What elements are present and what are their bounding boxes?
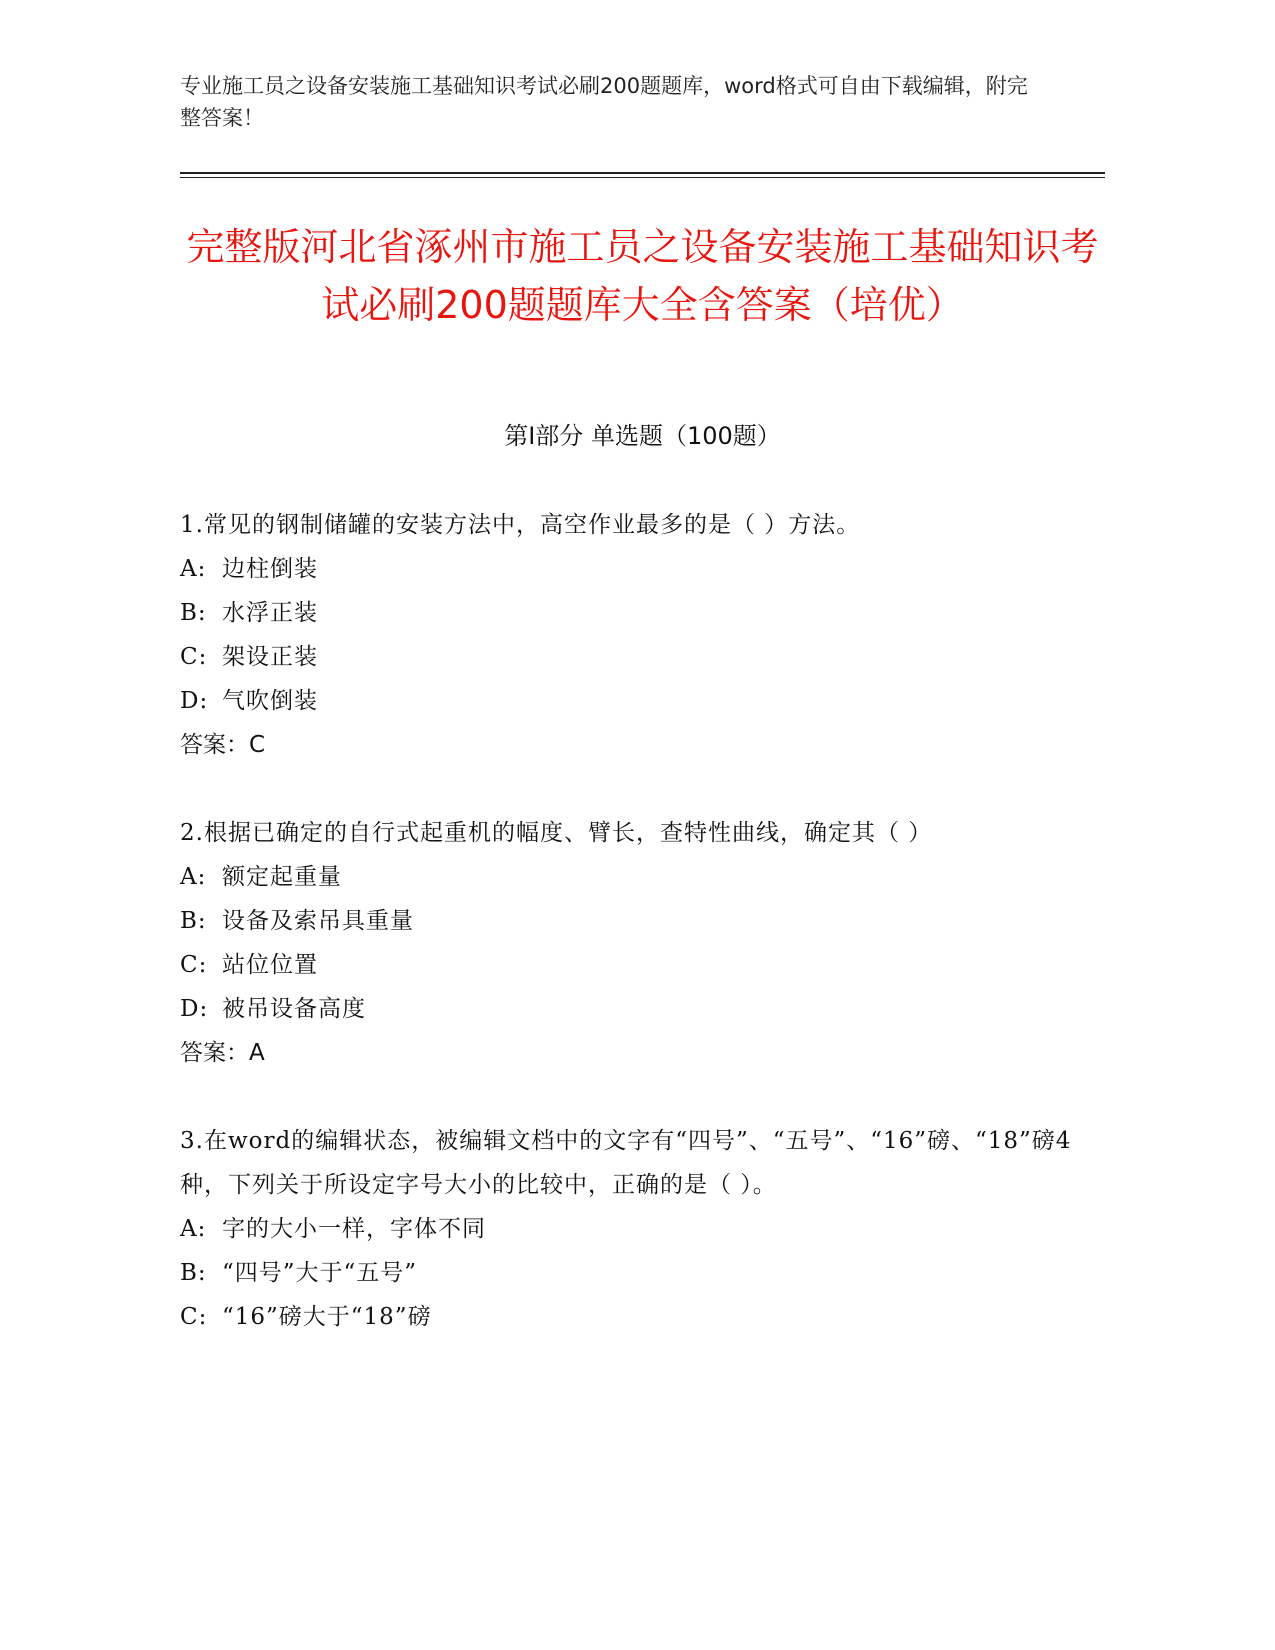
option-letter: B:	[180, 600, 207, 626]
question-stem: 1.常见的钢制储罐的安装方法中，高空作业最多的是（ ）方法。	[180, 512, 861, 538]
option-text: 字的大小一样，字体不同	[222, 1216, 486, 1242]
answer-line: 答案：C	[180, 732, 266, 758]
option-letter: D:	[180, 996, 209, 1022]
option-d	[180, 679, 1105, 723]
option-c	[180, 635, 1105, 679]
question-3	[180, 1119, 1105, 1339]
option-b	[180, 1251, 1105, 1295]
option-letter: B:	[180, 1260, 207, 1286]
document-title: 完整版河北省涿州市施工员之设备安装施工基础知识考试必刷200题题库大全含答案（培优）	[186, 225, 1099, 327]
header-rule-thin	[180, 177, 1105, 178]
option-text: 额定起重量	[222, 864, 342, 890]
option-letter: A:	[180, 864, 207, 890]
question-1	[180, 503, 1105, 767]
question-2	[180, 811, 1105, 1075]
answer-line: 答案：A	[180, 1040, 265, 1066]
option-text: 水浮正装	[222, 600, 318, 626]
option-letter: C:	[180, 952, 208, 978]
option-text: “四号”大于“五号”	[222, 1260, 418, 1286]
option-letter: D:	[180, 688, 209, 714]
option-c	[180, 1295, 1105, 1339]
option-c	[180, 943, 1105, 987]
header-rule-thick	[180, 172, 1105, 174]
question-stem: 3.在word的编辑状态，被编辑文档中的文字有“四号”、“五号”、“16”磅、“18”磅4种，下列关于所设定字号大小的比较中，正确的是（ ）。	[180, 1128, 1072, 1198]
question-stem: 2.根据已确定的自行式起重机的幅度、臂长，查特性曲线，确定其（ ）	[180, 820, 933, 846]
option-letter: C:	[180, 1304, 208, 1330]
option-a	[180, 855, 1105, 899]
option-d	[180, 987, 1105, 1031]
option-b	[180, 591, 1105, 635]
header-note: 专业施工员之设备安装施工基础知识考试必刷200题题库，word格式可自由下载编辑，附完整答案！	[180, 74, 1028, 130]
option-letter: A:	[180, 556, 207, 582]
option-a	[180, 547, 1105, 591]
option-letter: A:	[180, 1216, 207, 1242]
option-text: 气吹倒装	[222, 688, 318, 714]
option-text: 站位位置	[222, 952, 318, 978]
option-text: 架设正装	[222, 644, 318, 670]
option-letter: B:	[180, 908, 207, 934]
section-heading: 第Ⅰ部分 单选题（100题）	[504, 422, 781, 450]
option-text: “16”磅大于“18”磅	[222, 1304, 432, 1330]
option-text: 设备及索吊具重量	[222, 908, 414, 934]
option-letter: C:	[180, 644, 208, 670]
option-text: 被吊设备高度	[222, 996, 366, 1022]
option-b	[180, 899, 1105, 943]
question-list	[180, 503, 1105, 1383]
option-a	[180, 1207, 1105, 1251]
option-text: 边柱倒装	[222, 556, 318, 582]
